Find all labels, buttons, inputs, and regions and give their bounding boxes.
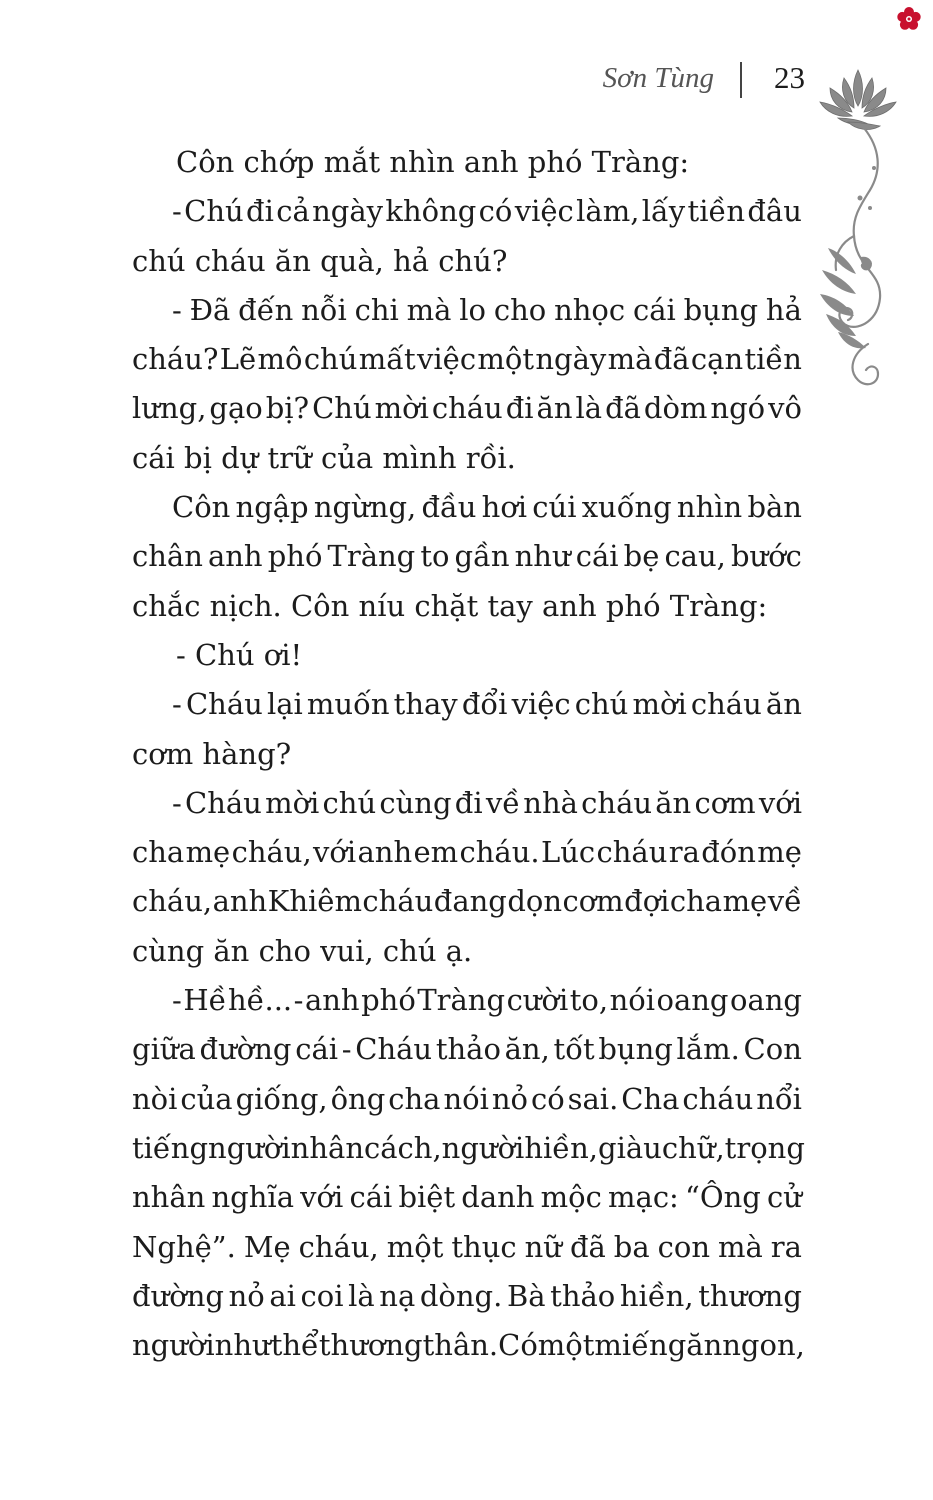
word: bị? [265,391,310,426]
word: với [313,835,357,870]
word: người [132,1328,215,1363]
word: một [477,342,535,377]
word: nạ [379,1278,416,1313]
text-line [132,828,802,877]
word: Cháu [185,687,263,722]
word: mà [607,342,653,377]
word: Khiêm [267,884,362,919]
word: bụng [683,292,759,327]
word: ngày [535,342,607,377]
word: biệt [398,1180,456,1215]
word: Chú [184,194,244,229]
word: con [657,1229,711,1264]
word: lắm. [676,1032,740,1067]
word: cúi [532,490,577,525]
word: thể [270,1328,319,1363]
word: - [172,785,182,820]
word: cháu [682,1081,754,1116]
text-line [132,237,802,286]
word: có [530,1081,565,1116]
word: chú [574,687,629,722]
word: nói [443,1081,489,1116]
word: cách, [364,1130,442,1165]
word: nghĩa [211,1180,294,1215]
word: về [767,884,802,919]
word: mạc: [608,1180,679,1215]
text-line [132,483,802,532]
word: ăn [536,391,573,426]
word: anh [304,983,360,1018]
flower-icon [896,6,922,32]
word: hiền, [619,1278,694,1313]
text-line [132,877,802,926]
word: Lẽ [219,342,257,377]
word: đợi [624,884,670,919]
word: lại [266,687,303,722]
word: sai. [567,1081,619,1116]
word: là [348,1278,375,1313]
word: về [485,785,521,820]
text-line-content: - Chú ơi! [176,637,303,672]
word: ngày [312,194,384,229]
word: Tràng [417,983,506,1018]
word: cho [493,292,547,327]
text-line [132,680,802,729]
word: Cha [621,1081,680,1116]
word: việc [417,342,477,377]
text-line [132,927,802,976]
word: ăn [765,687,802,722]
word: tiền [744,342,802,377]
text-line [132,1272,802,1321]
word: hề... [227,983,293,1018]
word: ăn, [504,1032,550,1067]
text-line [132,335,802,384]
word: tốt [553,1032,595,1067]
word: cái [632,292,676,327]
word: lưng, [132,391,207,426]
word: chi [354,292,399,327]
word: lo [459,292,487,327]
word: mời [265,785,320,820]
word: như [214,1328,271,1363]
word: miếng [594,1328,687,1363]
word: ba [613,1229,650,1264]
word: cha [388,1081,441,1116]
word: thương [698,1278,802,1313]
word: em [413,835,459,870]
word: Cháu [355,1032,433,1067]
word: phó [267,539,323,574]
word: nỏ [491,1081,528,1116]
word: - [172,983,182,1018]
word: Nghệ”. [132,1229,236,1264]
text-line [132,532,802,581]
header-divider [740,62,742,98]
word: chữ, [661,1130,725,1165]
word: nỏ [228,1278,265,1313]
word: Đã [189,292,231,327]
word: đầu [421,490,477,525]
word: làm, [576,194,640,229]
word: cái [349,1180,393,1215]
word: đã [605,391,641,426]
word: cạn [690,342,744,377]
word: cháu. [459,835,540,870]
text-line-content: Côn chớp mắt nhìn anh phó Tràng: [176,145,690,179]
word: dòng. [419,1278,503,1313]
word: cháu? [132,342,219,377]
word: cơm [562,884,624,919]
word: đâu [747,194,802,229]
word: cháu [690,687,762,722]
word: Có [498,1328,538,1363]
word: - [293,983,304,1018]
word: nòi [132,1081,178,1116]
text-line [132,730,802,779]
word: cơm [694,785,756,820]
word: mô [257,342,303,377]
word: ngó [710,391,766,426]
word: chú [303,342,358,377]
word: tiền [687,194,745,229]
word: của [180,1081,233,1116]
word: một [537,1328,595,1363]
word: đón [701,835,756,870]
word: ra [770,1229,802,1264]
word: giữa [132,1032,196,1067]
word: bụng [598,1032,673,1067]
word: dọn [507,884,563,919]
word: gạo [209,391,263,426]
word: thảo [550,1278,616,1313]
word: Tràng [327,539,416,574]
word: ăn [686,1328,723,1363]
text-line [132,631,802,680]
word: nhân [132,1180,206,1215]
word: Lúc [540,835,596,870]
word: Cháu [185,785,262,820]
word: nữ [524,1229,562,1264]
word: đã [569,1229,606,1264]
word: Côn [172,490,231,525]
word: tiếng [132,1130,209,1165]
word: cháu [581,785,653,820]
word: cháu [431,391,503,426]
word: - [172,194,182,229]
text-line [132,976,802,1025]
text-line [132,1173,802,1222]
word: thay [393,687,458,722]
word: bước [730,539,802,574]
word: là [575,391,603,426]
word: thân. [422,1328,499,1363]
word: hơi [481,490,528,525]
word: mời [632,687,687,722]
word: cái [295,1032,339,1067]
word: anh [212,884,268,919]
text-line [132,1075,802,1124]
word: ngon, [722,1328,805,1363]
word: nổi [756,1081,802,1116]
word: - [341,1032,352,1067]
word: đến [238,292,294,327]
text-line [132,1321,805,1370]
word: phó [361,983,416,1018]
text-line [132,582,802,631]
word: Mẹ [243,1229,291,1264]
word: ai [269,1278,296,1313]
text-line-content: chắc nịch. Côn níu chặt tay anh phó Tràng: [132,588,768,623]
word: cùng [379,785,452,820]
word: danh [461,1180,535,1215]
word: Chú [312,391,372,426]
text-line [132,779,802,828]
word: cháu [362,884,434,919]
word: không [385,194,477,229]
word: mộc [540,1180,602,1215]
word: mẹ [722,884,768,919]
word: cháu, [132,884,213,919]
word: anh [207,539,263,574]
word: cha [669,884,723,919]
word: nhân [290,1130,364,1165]
word: người [208,1130,291,1165]
word: bàn [747,490,802,525]
word: Hề [183,983,227,1018]
text-line [132,384,802,433]
word: như [514,539,571,574]
page-number: 23 [774,60,805,95]
text-line [132,286,802,335]
text-line-content: cùng ăn cho vui, chú ạ. [132,933,473,968]
text-line-content: cái bị dự trữ của mình rồi. [132,440,516,475]
word: mà [718,1229,763,1264]
word: với [300,1180,344,1215]
word: Bà [506,1278,546,1313]
word: đang [433,884,507,919]
lotus-swirl-ornament [808,58,908,398]
word: thảo [435,1032,501,1067]
word: nỗi [301,292,347,327]
word: vô [768,391,802,426]
word: nhọc [554,292,626,327]
word: đi [454,785,483,820]
word: giống, [235,1081,328,1116]
text-line-content: chú cháu ăn quà, hả chú? [132,243,508,278]
word: với [758,785,802,820]
word: dòm [643,391,708,426]
word: oang [729,983,802,1018]
text-line-content: cơm hàng? [132,736,292,771]
word: Con [743,1032,802,1067]
text-line [132,187,802,236]
word: mời [374,391,429,426]
word: hả [765,292,802,327]
word: chú [322,785,377,820]
word: ông [330,1081,386,1116]
word: xuống [581,490,672,525]
word: có [478,194,513,229]
author-name: Sơn Tùng [602,62,714,94]
text-line [132,434,802,483]
word: hiền, [524,1130,599,1165]
word: thục [451,1229,517,1264]
word: cha [132,835,185,870]
word: cái [575,539,619,574]
word: đi [246,194,274,229]
word: nói [609,983,655,1018]
word: anh [357,835,413,870]
word: cử [767,1180,802,1215]
word: cả [276,194,310,229]
text-line [132,1124,805,1173]
word: mẹ [757,835,802,870]
word: cháu, [298,1229,379,1264]
word: đi [505,391,534,426]
word: thương [318,1328,423,1363]
text-line [132,1025,802,1074]
word: muốn [306,687,390,722]
word: cháu, [231,835,312,870]
word: người [441,1130,525,1165]
word: đường [199,1032,292,1067]
body-text [132,138,805,1370]
text-line [132,138,802,187]
word: trọng [724,1130,805,1165]
word: gần [454,539,510,574]
word: đã [653,342,690,377]
word: ra [668,835,700,870]
word: việc [514,194,574,229]
word: ăn [655,785,692,820]
running-header [560,60,810,104]
word: lấy [641,194,686,229]
word: - [172,687,182,722]
word: đổi [461,687,508,722]
word: “Ông [685,1180,761,1215]
word: nhà [523,785,578,820]
word: bẹ [623,539,660,574]
word: mà [406,292,452,327]
word: cau, [664,539,726,574]
word: giàu [598,1130,662,1165]
word: to, [569,983,609,1018]
word: oang [656,983,729,1018]
word: cháu [596,835,668,870]
word: ngừng, [313,490,417,525]
text-line [132,1223,802,1272]
word: nhìn [676,490,743,525]
word: một [386,1229,444,1264]
word: to [420,539,450,574]
word: coi [300,1278,344,1313]
word: mất [358,342,416,377]
word: việc [511,687,571,722]
word: - [172,292,182,327]
word: ngập [235,490,309,525]
word: cười [506,983,569,1018]
word: đường [132,1278,224,1313]
word: chân [132,539,203,574]
word: mẹ [185,835,231,870]
